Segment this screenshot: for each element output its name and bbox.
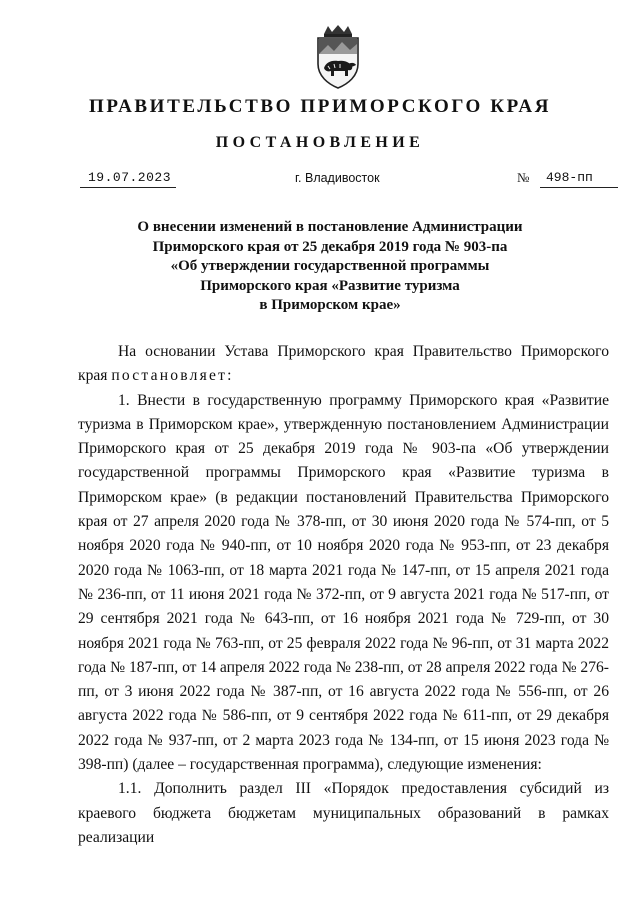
tiger-coat-of-arms-icon	[312, 24, 364, 90]
government-title: ПРАВИТЕЛЬСТВО ПРИМОРСКОГО КРАЯ	[88, 96, 552, 117]
subject-line: «Об утверждении государственной программы	[170, 258, 490, 275]
document-meta-row	[0, 170, 640, 190]
intro-end: :	[227, 367, 232, 385]
subject-line: в Приморском крае»	[259, 297, 401, 314]
document-subject	[100, 218, 560, 316]
number-underline	[540, 187, 618, 188]
paragraph-1: 1. Внести в государственную программу Приморского края «Развитие туризма в Приморском крае», утвержденную постановлением Администрации Приморского края от 25 декабря 2019 года № 903-па «Об утверждении государственной программы Приморского края «Развитие туризма в Приморском крае» (в редакции постановлений Правительства Приморского края от 27 апреля 2020 года № 378-пп, от 30 июня 2020 года № 574-пп, от 5 ноября 2020 года № 940-пп, от 10 ноября 2020 года № 953-пп, от 23 декабря 2020 года № 1063-пп, от 18 марта 2021 года № 147-пп, от 15 апреля 2021 года № 236-пп, от 11 июня 2021 года № 372-пп, от 9 августа 2021 года № 517-пп, от 29 сентября 2021 года № 643-пп, от 16 ноября 2021 года № 729-пп, от 30 ноября 2021 года № 763-пп, от 25 февраля 2022 года № 96-пп, от 31 марта 2022 года № 187-пп, от 14 апреля 2022 года № 238-пп, от 28 апреля 2022 года № 276-пп, от 3 июня 2022 года № 387-пп, от 16 августа 2022 года № 556-пп, от 26 августа 2022 года № 586-пп, от 9 сентября 2022 года № 611-пп, от 29 декабря 2022 года № 937-пп, от 2 марта 2023 года № 134-пп, от 15 июня 2023 года № 398-пп) (далее – государственная программа), следующие изменения:	[78, 391, 609, 774]
subject-line: О внесении изменений в постановление Администрации	[137, 219, 523, 235]
document-city: г. Владивосток	[295, 171, 380, 185]
document-body	[78, 340, 609, 850]
intro-paragraph	[78, 340, 609, 389]
document-date: 19.07.2023	[88, 170, 172, 185]
document-number: 498-пп	[546, 170, 593, 185]
number-sign: №	[517, 170, 530, 185]
decree-word: постановляет	[111, 367, 228, 385]
date-underline	[80, 187, 176, 188]
document-type: ПОСТАНОВЛЕНИЕ	[215, 134, 425, 151]
paragraph-1-1: 1.1. Дополнить раздел III «Порядок предоставления субсидий из краевого бюджета бюджетам муниципальных образований в рамках реализации	[78, 780, 609, 846]
intro-text: На основании Устава Приморского края Правительство Приморского края	[78, 343, 609, 385]
subject-line: Приморского края «Развитие туризма	[200, 277, 460, 294]
subject-line: Приморского края от 25 декабря 2019 года № 903-па	[152, 238, 508, 255]
